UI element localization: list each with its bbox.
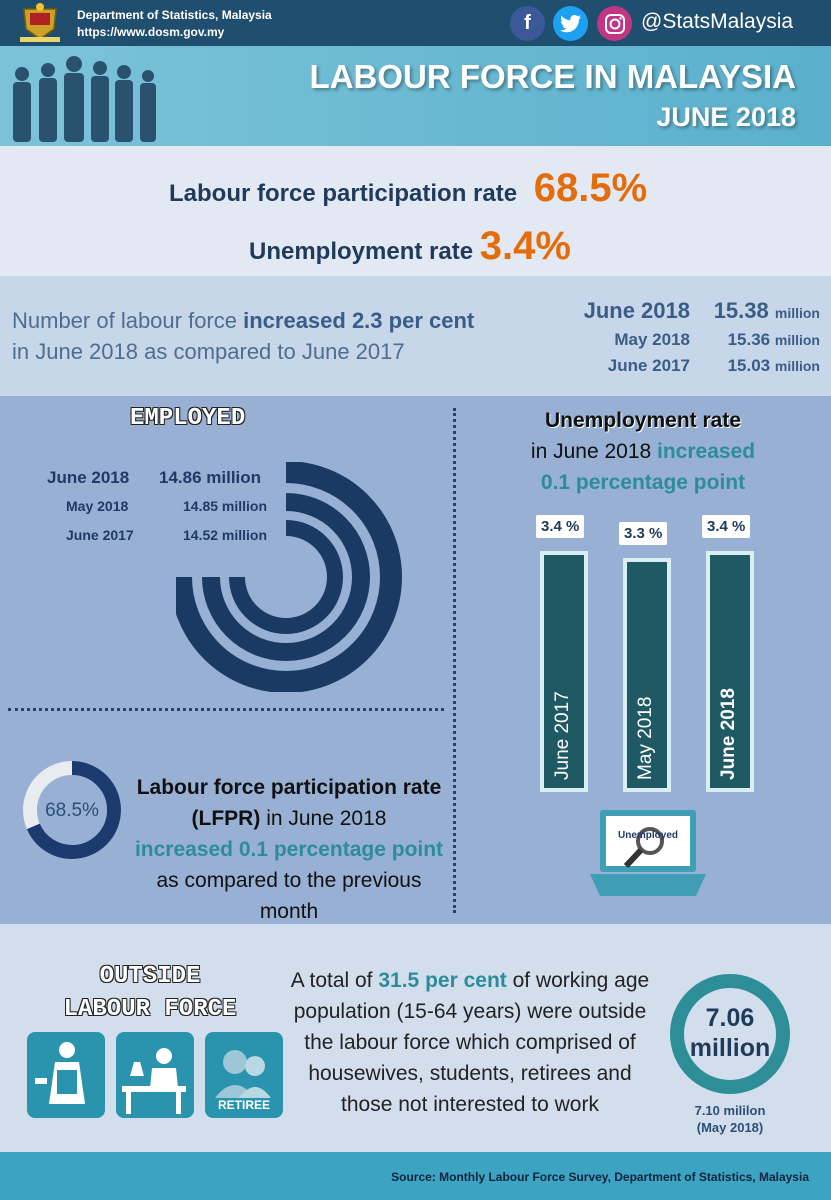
employed-row-june-2018 (47, 468, 262, 488)
horizontal-divider (8, 708, 444, 711)
lfpr-description (125, 772, 453, 927)
employed-radial-chart (176, 462, 406, 692)
unemployment-line2b: increased (657, 440, 756, 463)
lf-period: May 2018 (614, 330, 690, 349)
lf-period: June 2018 (583, 298, 690, 323)
lfpr-headline-label: Labour force participation rate (169, 180, 518, 207)
unemployment-description (455, 405, 831, 498)
employed-value: 14.86 million (159, 468, 262, 487)
lfpr-line4: as compared to the previous month (156, 869, 422, 923)
coat-of-arms-logo (16, 3, 64, 45)
lf-period: June 2017 (607, 356, 690, 375)
employed-period: June 2017 (66, 527, 134, 543)
twitter-icon[interactable] (553, 6, 588, 41)
lfpr-line3: increased 0.1 percentage point (134, 838, 444, 861)
student-tile (116, 1032, 194, 1118)
outside-text-c: of working age population (15-64 years) were outside the labour force which comprised of housewives, students, retirees and those not interested to work (293, 969, 650, 1116)
outside-title (50, 960, 250, 1026)
bar-data-label: 3.4 % (702, 515, 750, 538)
lf-value: 15.38 (713, 298, 769, 323)
unemployment-bar-chart (520, 518, 800, 800)
unemployment-line2a: in June 2018 (530, 440, 658, 463)
lfpr-line2a: (LFPR) (191, 807, 261, 830)
unemployment-headline-label: Unemployment rate (249, 238, 474, 265)
labour-force-text-b: increased 2.3 per cent (243, 308, 475, 333)
outside-title-line1: OUTSIDE (99, 963, 201, 990)
lfpr-headline (169, 166, 647, 211)
employed-period: May 2018 (66, 498, 129, 514)
outside-value-number: 7.06 (705, 1004, 755, 1032)
bar-data-label: 3.4 % (536, 515, 584, 538)
outside-text-b: 31.5 per cent (378, 969, 507, 992)
retiree-tile (205, 1032, 283, 1118)
infographic-period: JUNE 2018 (656, 102, 796, 132)
bar-category-label: June 2017 (552, 691, 573, 780)
department-name: Department of Statistics, Malaysia (77, 8, 272, 22)
unemployment-line3: 0.1 percentage point (540, 471, 746, 494)
employed-value: 14.52 million (183, 527, 268, 543)
business-people-illustration (0, 46, 170, 146)
employed-row-june-2017 (66, 527, 268, 543)
bar-category-label: June 2018 (718, 688, 739, 780)
unemployment-headline (249, 224, 571, 269)
labour-force-row-june-2017 (560, 356, 820, 380)
lfpr-donut (20, 758, 124, 862)
employed-period: June 2018 (47, 468, 130, 487)
lf-unit: million (774, 332, 820, 348)
outside-prev-period: (May 2018) (696, 1120, 764, 1135)
outside-text-a: A total of (290, 969, 379, 992)
social-handle[interactable]: @StatsMalaysia (641, 10, 794, 33)
housewife-tile (27, 1032, 105, 1118)
labour-force-text-a: Number of labour force (12, 308, 244, 333)
outside-prev-value: 7.10 mililon (694, 1103, 766, 1118)
lfpr-line2b: in June 2018 (260, 807, 387, 830)
employed-row-may-2018 (66, 498, 268, 514)
outside-description (290, 965, 650, 1120)
lfpr-headline-value: 68.5% (533, 166, 648, 210)
retiree-label: RETIREE (217, 1098, 270, 1112)
unemployed-label: Unemployed (617, 830, 678, 841)
outside-previous-value (670, 1102, 790, 1136)
lfpr-line1: Labour force participation rate (136, 776, 442, 799)
employed-value: 14.85 million (183, 498, 268, 514)
department-url[interactable]: https://www.dosm.gov.my (77, 25, 225, 39)
outside-value (670, 1003, 790, 1063)
labour-force-text-c: in June 2018 as compared to June 2017 (12, 339, 405, 364)
instagram-icon[interactable] (597, 6, 632, 41)
bar-category-label: May 2018 (635, 696, 656, 780)
lf-unit: million (774, 305, 820, 321)
facebook-icon[interactable]: f (510, 6, 545, 41)
infographic-title: LABOUR FORCE IN MALAYSIA (309, 58, 796, 95)
unemployed-laptop-illustration (590, 808, 710, 898)
lf-value: 15.03 (727, 356, 771, 375)
outside-title-line2: LABOUR FORCE (63, 996, 237, 1023)
labour-force-row-may-2018 (560, 330, 820, 354)
labour-force-summary (12, 305, 474, 367)
unemployment-headline-value: 3.4% (479, 224, 571, 268)
lfpr-donut-label: 68.5% (45, 800, 99, 821)
labour-force-row-june-2018 (560, 298, 820, 326)
outside-value-unit: million (689, 1034, 771, 1062)
unemployment-title: Unemployment rate (544, 409, 742, 432)
source-note: Source: Monthly Labour Force Survey, Department of Statistics, Malaysia (391, 1170, 809, 1184)
lf-value: 15.36 (727, 330, 771, 349)
bar-data-label: 3.3 % (619, 522, 667, 545)
lf-unit: million (774, 358, 820, 374)
employed-title: EMPLOYED (130, 405, 246, 432)
